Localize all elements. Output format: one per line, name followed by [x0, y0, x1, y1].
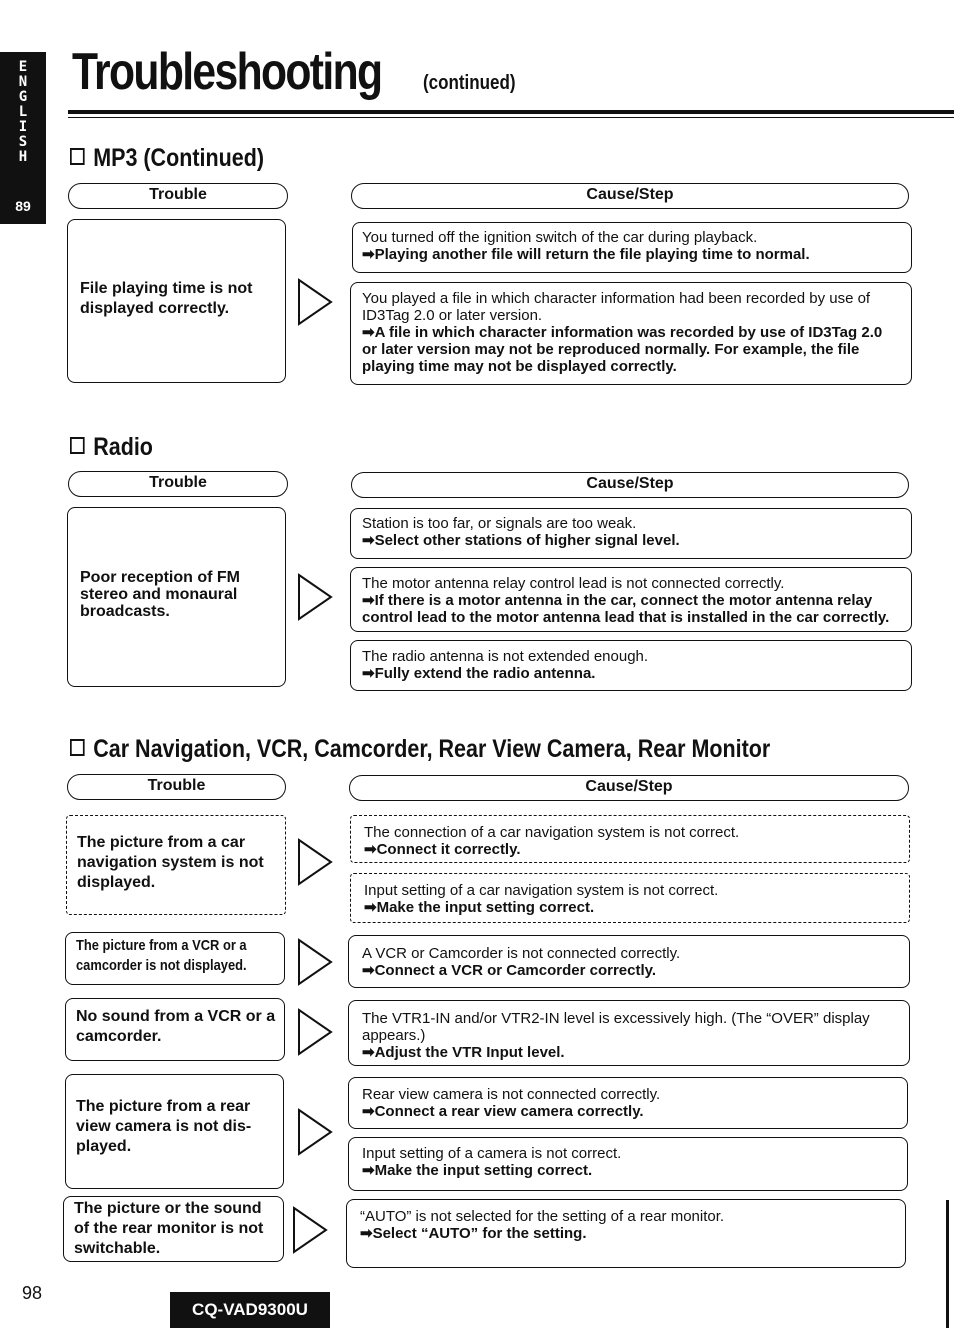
cause-text: Station is too far, or signals are too weak.: [362, 515, 637, 532]
cause-text: The VTR1-IN and/or VTR2-IN level is excessively high. (The “OVER” display appears.): [362, 1010, 870, 1044]
cause-text: The motor antenna relay control lead is not connected correctly.: [362, 575, 785, 592]
right-triangle-icon: [297, 938, 333, 986]
header-rule-thin: [68, 117, 954, 118]
cause-step-text: [362, 1010, 898, 1061]
cause-text: Input setting of a camera is not correct.: [362, 1145, 622, 1162]
step-text: A file in which character information was recorded by use of ID3Tag 2.0 or later version may not be reproduced normally. For example, the file playing time may not be displayed correctly.: [362, 324, 883, 375]
trouble-column-header: Trouble: [68, 471, 288, 497]
cause-text: You turned off the ignition switch of the car during playback.: [362, 229, 758, 246]
side-page-number: 89: [15, 198, 31, 214]
page-title: Troubleshooting: [72, 43, 382, 101]
arrow-right-icon: ➡: [362, 532, 375, 549]
step-text: If there is a motor antenna in the car, connect the motor antenna relay control lead to the motor antenna lead that is installed in the car correctly.: [362, 592, 890, 626]
cause-text: The connection of a car navigation system is not correct.: [364, 824, 740, 841]
side-letter: S: [18, 134, 28, 150]
cause-step-text: [362, 945, 902, 979]
side-letter: L: [18, 104, 28, 120]
cause-step-text: [362, 648, 902, 682]
right-triangle-icon: [297, 838, 333, 886]
cause-step-text: [362, 1145, 902, 1179]
arrow-right-icon: ➡: [360, 1225, 373, 1242]
arrow-right-icon: ➡: [362, 1103, 375, 1120]
cause-text: A VCR or Camcorder is not connected correctly.: [362, 945, 681, 962]
step-text: Fully extend the radio antenna.: [374, 665, 596, 682]
cause-step-text: [362, 1086, 902, 1120]
cause-step-text: [362, 229, 902, 263]
cause-step-text: [364, 824, 904, 858]
trouble-text: The picture from a car navigation system is not displayed.: [77, 834, 264, 891]
cause-text: The radio antenna is not extended enough.: [362, 648, 649, 665]
side-letter: H: [18, 149, 28, 165]
right-triangle-icon: [297, 573, 333, 621]
step-text: Playing another file will return the file playing time to normal.: [374, 246, 810, 263]
section-heading-car-navigation: [70, 735, 770, 764]
trouble-text: The picture or the sound of the rear monitor is not switchable.: [74, 1200, 264, 1257]
arrow-right-icon: ➡: [362, 665, 375, 682]
trouble-text: Poor reception of FM stereo and monaural broadcasts.: [80, 569, 240, 620]
step-text: Adjust the VTR Input level.: [374, 1044, 565, 1061]
step-text: Make the input setting correct.: [376, 899, 595, 916]
section-heading-mp3: [70, 144, 264, 173]
section-heading-text: MP3 (Continued): [93, 144, 265, 172]
section-heading-text: Radio: [93, 433, 153, 461]
checkbox-square-icon: [70, 437, 85, 454]
page-edge-bar: [946, 1200, 949, 1328]
side-letter: E: [18, 59, 28, 75]
arrow-right-icon: ➡: [362, 592, 375, 609]
step-text: Connect it correctly.: [376, 841, 521, 858]
cause-step-text: [362, 290, 898, 375]
arrow-right-icon: ➡: [362, 246, 375, 263]
right-triangle-icon: [297, 1008, 333, 1056]
page-title-continued: (continued): [423, 72, 516, 94]
header-rule: [68, 110, 954, 114]
cause-text: Input setting of a car navigation system is not correct.: [364, 882, 719, 899]
step-text: Connect a VCR or Camcorder correctly.: [374, 962, 657, 979]
language-letters: [14, 60, 32, 165]
checkbox-square-icon: [70, 739, 85, 756]
arrow-right-icon: ➡: [362, 324, 375, 341]
cause-step-text: [362, 515, 902, 549]
cause-column-header: Cause/Step: [351, 183, 909, 209]
arrow-right-icon: ➡: [364, 899, 377, 916]
side-letter: I: [18, 119, 28, 135]
arrow-right-icon: ➡: [362, 1162, 375, 1179]
section-heading-radio: [70, 433, 153, 462]
right-triangle-icon: [292, 1206, 328, 1254]
page-number: 98: [22, 1283, 43, 1303]
checkbox-square-icon: [70, 148, 85, 165]
cause-text: You played a file in which character information had been recorded by use of ID3Tag 2.0 or later version.: [362, 290, 871, 324]
cause-column-header: Cause/Step: [349, 775, 909, 801]
arrow-right-icon: ➡: [362, 962, 375, 979]
step-text: Make the input setting correct.: [374, 1162, 593, 1179]
cause-step-text: [362, 575, 906, 626]
step-text: Select “AUTO” for the setting.: [372, 1225, 587, 1242]
arrow-right-icon: ➡: [362, 1044, 375, 1061]
trouble-column-header: Trouble: [68, 183, 288, 209]
arrow-right-icon: ➡: [364, 841, 377, 858]
step-text: Connect a rear view camera correctly.: [374, 1103, 644, 1120]
cause-step-text: [364, 882, 904, 916]
section-heading-text: Car Navigation, VCR, Camcorder, Rear View Camera, Rear Monitor: [93, 735, 771, 763]
step-text: Select other stations of higher signal level.: [374, 532, 680, 549]
cause-text: “AUTO” is not selected for the setting of a rear monitor.: [360, 1208, 725, 1225]
right-triangle-icon: [297, 1108, 333, 1156]
right-triangle-icon: [297, 278, 333, 326]
side-letter: G: [18, 89, 28, 105]
cause-text: Rear view camera is not connected correctly.: [362, 1086, 661, 1103]
trouble-text: The picture from a rear view camera is not dis-played.: [76, 1098, 252, 1155]
cause-column-header: Cause/Step: [351, 472, 909, 498]
side-letter: N: [18, 74, 28, 90]
trouble-text: File playing time is not displayed correctly.: [80, 280, 253, 317]
trouble-text: No sound from a VCR or a camcorder.: [76, 1008, 276, 1045]
model-number-badge: CQ-VAD9300U: [170, 1292, 330, 1328]
cause-step-text: [360, 1208, 900, 1242]
trouble-text: The picture from a VCR or a camcorder is not displayed.: [76, 937, 247, 974]
trouble-column-header: Trouble: [67, 774, 286, 800]
